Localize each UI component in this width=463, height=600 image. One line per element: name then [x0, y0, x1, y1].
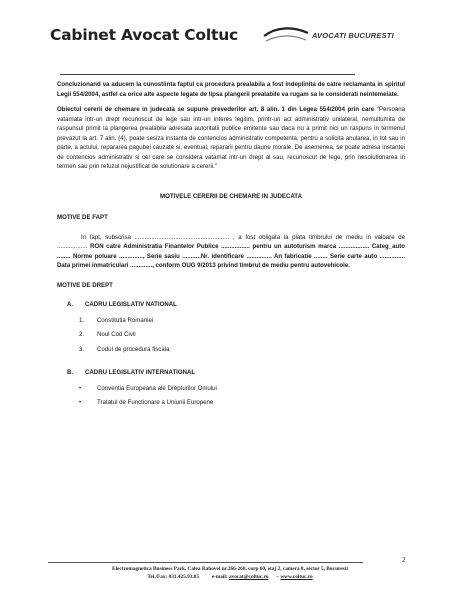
list-item-text: Codul de procedura fiscala — [97, 345, 170, 353]
list-marker: 1. — [79, 316, 85, 324]
letterhead — [50, 22, 430, 54]
drept-heading: MOTIVE DE DREPT — [57, 281, 113, 289]
list-item-text: Constitutia Romaniei — [97, 316, 154, 324]
footer-email-label: e-mail: — [211, 574, 228, 580]
brand-name: Cabinet Avocat Coltuc — [50, 26, 239, 44]
footer — [40, 565, 420, 581]
national-framework — [67, 300, 405, 354]
fapt-paragraph — [57, 233, 405, 271]
list-item — [79, 316, 405, 326]
list-marker: 2. — [79, 331, 85, 338]
bullet-icon: • — [79, 384, 82, 392]
bullet-icon: • — [79, 399, 82, 406]
international-framework — [67, 368, 405, 408]
list-item — [79, 384, 405, 394]
footer-divider — [48, 562, 363, 563]
footer-website-link[interactable]: www.coltuc.ro — [280, 574, 313, 580]
list-item — [79, 398, 405, 408]
legal-framework-list — [67, 300, 405, 408]
list-item-text: Noul Cod Civil — [97, 331, 136, 338]
fapt-text-1: In fapt, subscrisa ........................................................ , a fost obligata la plata timbrului de mediu in valoare de .................. — [57, 233, 405, 250]
list-marker: A. — [67, 301, 74, 308]
footer-email-link[interactable]: avocat@coltuc.ro — [228, 574, 269, 580]
list-item-text: Conventia Europeana ale Drepturilor Omului — [97, 384, 217, 392]
header-divider — [60, 74, 355, 75]
conclusion-paragraph: Concluzionand va aducem la cunostiinta faptul ca procedura prealabila a fost indeplinita de catre reclamanta in spiritul Legii 554/2004, astfel ca orice alte aspecte legate de lipsa plangerii prealabile va rugam sa le considerati neintemeiate. — [57, 81, 405, 98]
footer-sep: – — [276, 574, 280, 580]
object-paragraph-quote: "Persoana vatamata intr-un drept recunoscut de lege sau intr-un interes legitim, printr-un act administrativ unilateral, nemultumita de raspunsul primit la plangerea prealabila adresata autoritatii publice emitente sau daca nu a primit nici un raspuns in termenul prevazut la art. 7 alin. (4), poate sesiza instanta de contencios administrativ competenta, pentru a solicita anularea, in tot sau in parte, a actului, repararea pagubei cauzate si, eventual, repararii pentru daune morale. De asemenea, se poate adresa instantei de contencios administrativ si cel care se considera vatamat intr-un drept al sau, recunoscut de lege, prin nesolutionarea in termen sau prin refuzul nejustificat de solutionare a cererii." — [57, 106, 405, 170]
footer-address: Electromagnetica Business Park, Calea Rahovei nr.266-268, corp 60, etaj 2, camera 8, sector 5, Bucuresti — [112, 566, 348, 572]
object-paragraph-bold: Obiectul cererii de chemare in judecata se supune prevederilor art. 8 alin. 1 din Legea 554/2004 prin care — [57, 106, 375, 113]
document-body — [57, 80, 405, 414]
fapt-text-2: RON catre Administratia Finantelor Publice ................. pentru un autoturism marca .................. Categ_auto ........ Norme poluare .............., Serie sasiu ...........Nr. identificare ............... An fabricatie ........ Serie carte auto ............... Data primei inmatriculari ............., conform OUG 9/2013 privind timbrul de mediu pentru autovehicole. — [57, 243, 406, 269]
fapt-heading: MOTIVE DE FAPT — [57, 214, 108, 221]
swoosh-logo-icon — [262, 24, 312, 46]
footer-contact — [40, 573, 420, 581]
motive-title: MOTIVELE CERERII DE CHEMARE IN JUDECATA — [160, 192, 302, 200]
object-paragraph — [57, 105, 405, 172]
list-item — [79, 330, 405, 340]
list-item-text: Tratatul de Functionare a Uniunii Europene — [97, 399, 214, 406]
national-framework-title: CADRU LEGISLATIV NATIONAL — [85, 301, 177, 308]
brand-tagline: AVOCATI BUCURESTI — [312, 31, 394, 40]
list-marker: 3. — [79, 345, 85, 353]
international-framework-title: CADRU LEGISLATIV INTERNATIONAL — [85, 369, 196, 376]
page-number: 2 — [402, 556, 406, 564]
list-item — [79, 345, 405, 355]
footer-phone: Tel./Fax: 031.425.93.85 — [147, 574, 200, 580]
list-marker: B. — [67, 369, 74, 376]
